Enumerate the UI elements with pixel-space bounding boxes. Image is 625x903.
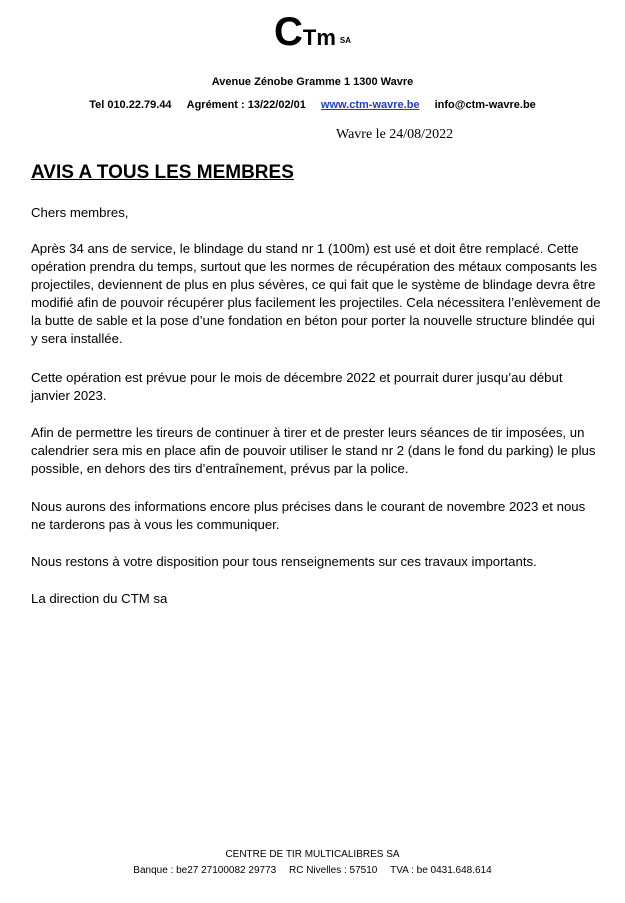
footer-rc: RC Nivelles : 57510 <box>288 865 378 876</box>
footer-details <box>0 865 625 876</box>
footer-bank: Banque : be27 27100082 29773 <box>133 865 277 876</box>
paragraph-shielding: Après 34 ans de service, le blindage du stand nr 1 (100m) est usé et doit être remplacé. Cette opération prendra du temps, surtout que les normes de récupération des métaux composants les projectiles, deviennent de plus en plus sévères, ce qui fait que le système de blindage devra être modifié afin de pouvoir récupérer plus facilement les projectiles. Cela nécessitera l’enlèvement de la butte de sable et la pose d’une fondation en béton pour porter la nouvelle structure blindée qui y sera installée. <box>31 241 601 346</box>
paragraph-schedule: Cette opération est prévue pour le mois de décembre 2022 et pourrait durer jusqu’au début janvier 2023. <box>31 370 563 403</box>
greeting: Chers membres, <box>31 205 129 220</box>
agrement-number: Agrément : 13/22/02/01 <box>186 99 306 111</box>
signature: La direction du CTM sa <box>31 591 168 606</box>
email-address[interactable]: info@ctm-wavre.be <box>434 99 536 111</box>
paragraph-calendar: Afin de permettre les tireurs de continuer à tirer et de prester leurs séances de tir imposées, un calendrier sera mis en place afin de pouvoir utiliser le stand nr 2 (dans le fond du parking) le plus possible, en dehors des tirs d’entraînement, prévus par la police. <box>31 425 596 476</box>
paragraph-availability: Nous restons à votre disposition pour tous renseignements sur ces travaux importants. <box>31 554 537 569</box>
footer-tva: TVA : be 0431.648.614 <box>390 865 492 876</box>
logo-letters-tm: Tm <box>302 25 336 50</box>
phone-number: Tel 010.22.79.44 <box>89 99 172 111</box>
logo-letter-c: C <box>273 10 303 54</box>
company-logo <box>0 12 625 52</box>
letter-date: Wavre le 24/08/2022 <box>336 127 454 142</box>
page-title: AVIS A TOUS LES MEMBRES <box>31 162 294 183</box>
website-link[interactable]: www.ctm-wavre.be <box>320 99 420 111</box>
logo-suffix-sa: SA <box>339 36 351 45</box>
paragraph-information: Nous aurons des informations encore plus précises dans le courant de novembre 2023 et nous ne tarderons pas à vous les communiquer. <box>31 499 586 532</box>
footer-company: CENTRE DE TIR MULTICALIBRES SA <box>225 849 400 860</box>
company-address: Avenue Zénobe Gramme 1 1300 Wavre <box>211 76 414 88</box>
contact-line <box>0 99 625 111</box>
